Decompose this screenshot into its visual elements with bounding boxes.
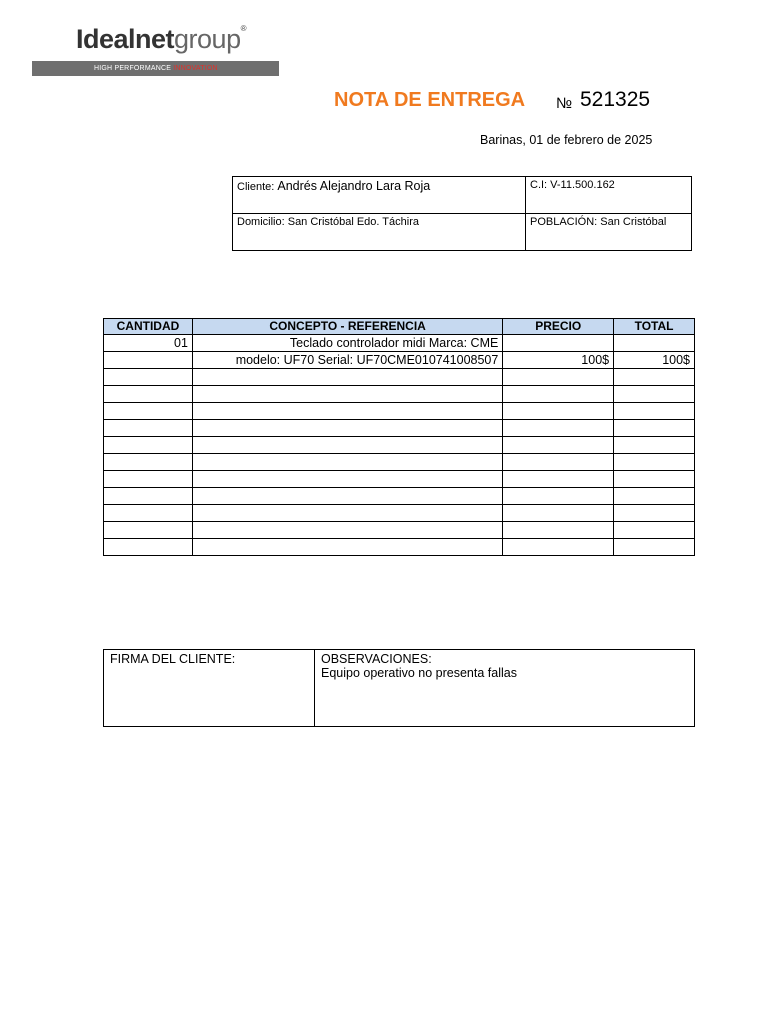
table-row — [104, 352, 695, 369]
price-cell — [503, 505, 614, 522]
price-cell — [503, 335, 614, 352]
quantity-cell — [104, 403, 193, 420]
concept-cell — [192, 522, 502, 539]
signature-label: FIRMA DEL CLIENTE: — [110, 652, 236, 666]
quantity-cell — [104, 437, 193, 454]
observations-label: OBSERVACIONES: — [321, 652, 432, 666]
quantity-cell — [104, 420, 193, 437]
client-name: Andrés Alejandro Lara Roja — [277, 179, 431, 193]
signature-observations-table — [103, 649, 695, 727]
quantity-cell — [104, 369, 193, 386]
tagline-main: HIGH PERFORMANCE — [94, 65, 172, 72]
price-cell — [503, 369, 614, 386]
total-cell — [614, 420, 695, 437]
table-row — [104, 488, 695, 505]
number-label: № — [556, 95, 573, 112]
concept-cell — [192, 471, 502, 488]
total-cell — [614, 437, 695, 454]
price-cell — [503, 420, 614, 437]
price-cell — [503, 437, 614, 454]
concept-cell: Teclado controlador midi Marca: CME — [192, 335, 502, 352]
quantity-cell — [104, 488, 193, 505]
tagline-highlight: INNOVATION — [173, 65, 218, 72]
concept-cell — [192, 369, 502, 386]
price-cell — [503, 386, 614, 403]
table-row — [104, 386, 695, 403]
table-row — [104, 471, 695, 488]
client-name-cell: Cliente: Andrés Alejandro Lara Roja — [233, 177, 526, 214]
price-cell — [503, 471, 614, 488]
price-cell — [503, 454, 614, 471]
quantity-cell — [104, 522, 193, 539]
quantity-cell — [104, 539, 193, 556]
table-row — [104, 522, 695, 539]
col-header-total: TOTAL — [614, 319, 695, 335]
document-date: Barinas, 01 de febrero de 2025 — [480, 133, 653, 147]
total-cell — [614, 335, 695, 352]
total-cell — [614, 386, 695, 403]
quantity-cell — [104, 352, 193, 369]
client-info-table — [232, 176, 692, 251]
client-town: POBLACIÓN: San Cristóbal — [526, 214, 692, 251]
quantity-cell: 01 — [104, 335, 193, 352]
col-header-quantity: CANTIDAD — [104, 319, 193, 335]
price-cell — [503, 488, 614, 505]
price-cell — [503, 403, 614, 420]
price-cell — [503, 539, 614, 556]
concept-cell — [192, 386, 502, 403]
concept-cell: modelo: UF70 Serial: UF70CME010741008507 — [192, 352, 502, 369]
table-row — [104, 403, 695, 420]
table-row — [104, 437, 695, 454]
total-cell — [614, 522, 695, 539]
table-row — [104, 335, 695, 352]
total-cell — [614, 454, 695, 471]
table-row — [104, 539, 695, 556]
col-header-price: PRECIO — [503, 319, 614, 335]
concept-cell — [192, 420, 502, 437]
items-table-body — [104, 335, 695, 556]
price-cell — [503, 522, 614, 539]
observations-cell — [315, 650, 695, 727]
total-cell: 100$ — [614, 352, 695, 369]
total-cell — [614, 403, 695, 420]
items-table — [103, 318, 695, 556]
concept-cell — [192, 505, 502, 522]
price-cell: 100$ — [503, 352, 614, 369]
concept-cell — [192, 539, 502, 556]
logo-tagline-bar — [32, 61, 279, 76]
concept-cell — [192, 437, 502, 454]
table-row — [104, 454, 695, 471]
col-header-concept: CONCEPTO - REFERENCIA — [192, 319, 502, 335]
concept-cell — [192, 403, 502, 420]
quantity-cell — [104, 471, 193, 488]
total-cell — [614, 488, 695, 505]
total-cell — [614, 471, 695, 488]
concept-cell — [192, 488, 502, 505]
quantity-cell — [104, 505, 193, 522]
company-logo: Idealnetgroup® — [76, 24, 246, 54]
total-cell — [614, 539, 695, 556]
signature-cell — [104, 650, 315, 727]
concept-cell — [192, 454, 502, 471]
client-ci: C.I: V-11.500.162 — [526, 177, 692, 214]
total-cell — [614, 505, 695, 522]
table-row — [104, 369, 695, 386]
document-number: 521325 — [580, 88, 651, 111]
document-title: NOTA DE ENTREGA — [334, 89, 526, 111]
client-address: Domicilio: San Cristóbal Edo. Táchira — [233, 214, 526, 251]
quantity-cell — [104, 386, 193, 403]
observations-text: Equipo operativo no presenta fallas — [321, 666, 517, 680]
total-cell — [614, 369, 695, 386]
quantity-cell — [104, 454, 193, 471]
table-row — [104, 420, 695, 437]
table-row — [104, 505, 695, 522]
